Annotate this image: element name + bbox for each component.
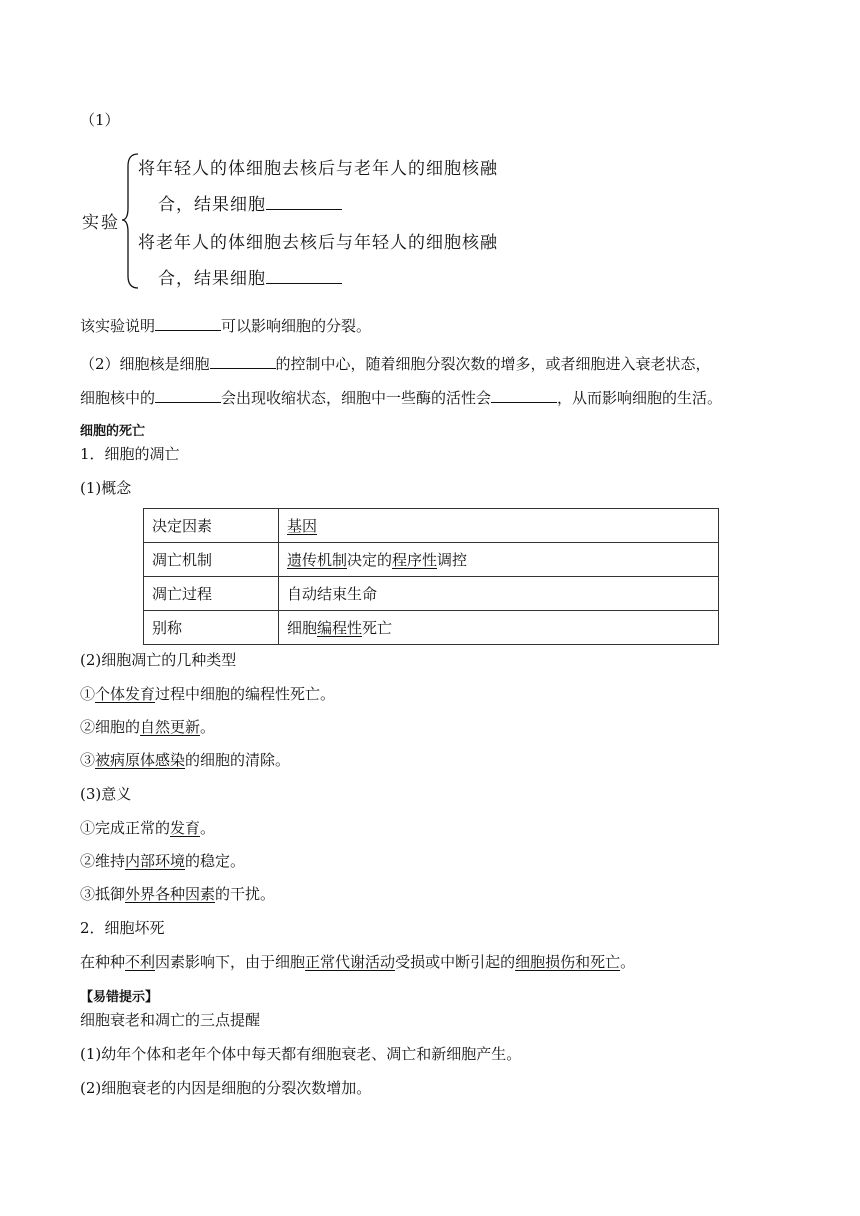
part2-line-2: 细胞核中的 会出现收缩状态，细胞中一些酶的活性会 ，从而影响细胞的生活。 (80, 386, 722, 408)
answer-blank[interactable] (266, 267, 342, 284)
experiment-line-2: 合，结果细胞 (158, 190, 342, 215)
type-item: ③被病原体感染的细胞的清除。 (80, 751, 291, 769)
table-row (144, 509, 719, 543)
table-row (144, 543, 719, 577)
table-cell: 凋亡过程 (144, 577, 279, 611)
table-cell: 凋亡机制 (144, 543, 279, 577)
meaning-title: (3)意义 (80, 785, 132, 803)
meaning-item: ①完成正常的发育。 (80, 819, 216, 837)
part1-label: （1） (80, 111, 120, 129)
answer-blank[interactable] (155, 386, 221, 403)
table-cell: 决定因素 (144, 509, 279, 543)
table-row (144, 611, 719, 645)
table-cell: 遗传机制决定的程序性调控 (279, 543, 719, 577)
experiment-line-4: 合，结果细胞 (158, 264, 342, 289)
concept-title: (1)概念 (80, 479, 132, 497)
types-title: (2)细胞凋亡的几种类型 (80, 651, 237, 669)
section-heading: 细胞的死亡 (80, 424, 146, 439)
concept-table (143, 508, 719, 645)
table-cell: 别称 (144, 611, 279, 645)
tip-item: (1)幼年个体和老年个体中每天都有细胞衰老、凋亡和新细胞产生。 (80, 1045, 522, 1063)
subsection-title: 1．细胞的凋亡 (80, 445, 180, 463)
experiment-line-1: 将年轻人的体细胞去核后与老年人的细胞核融 (138, 159, 498, 179)
table-cell: 细胞编程性死亡 (279, 611, 719, 645)
necrosis-text: 在种种不利因素影响下，由于细胞正常代谢活动受损或中断引起的细胞损伤和死亡。 (80, 953, 636, 971)
type-item: ②细胞的自然更新。 (80, 718, 216, 736)
answer-blank[interactable] (155, 314, 221, 331)
answer-blank[interactable] (210, 352, 276, 369)
part2-line-1: （2）细胞核是细胞 的控制中心，随着细胞分裂次数的增多，或者细胞进入衰老状态， (80, 352, 711, 374)
experiment-line-3: 将老年人的体细胞去核后与年轻人的细胞核融 (138, 233, 498, 253)
tip-item: (2)细胞衰老的内因是细胞的分裂次数增加。 (80, 1079, 372, 1097)
tips-title: 【易错提示】 (80, 990, 159, 1005)
type-item: ①个体发育过程中细胞的编程性死亡。 (80, 685, 336, 703)
answer-blank[interactable] (491, 386, 557, 403)
tips-subtitle: 细胞衰老和凋亡的三点提醒 (80, 1011, 261, 1029)
table-cell: 自动结束生命 (279, 577, 719, 611)
experiment-label: 实验 (82, 213, 120, 233)
conclusion-line: 该实验说明 可以影响细胞的分裂。 (80, 314, 371, 336)
answer-blank[interactable] (266, 193, 342, 210)
meaning-item: ②维持内部环境的稳定。 (80, 852, 246, 870)
subsection-title: 2．细胞坏死 (80, 919, 165, 937)
meaning-item: ③抵御外界各种因素的干扰。 (80, 885, 276, 903)
table-cell: 基因 (279, 509, 719, 543)
table-row (144, 577, 719, 611)
experiment-figure (82, 152, 552, 292)
